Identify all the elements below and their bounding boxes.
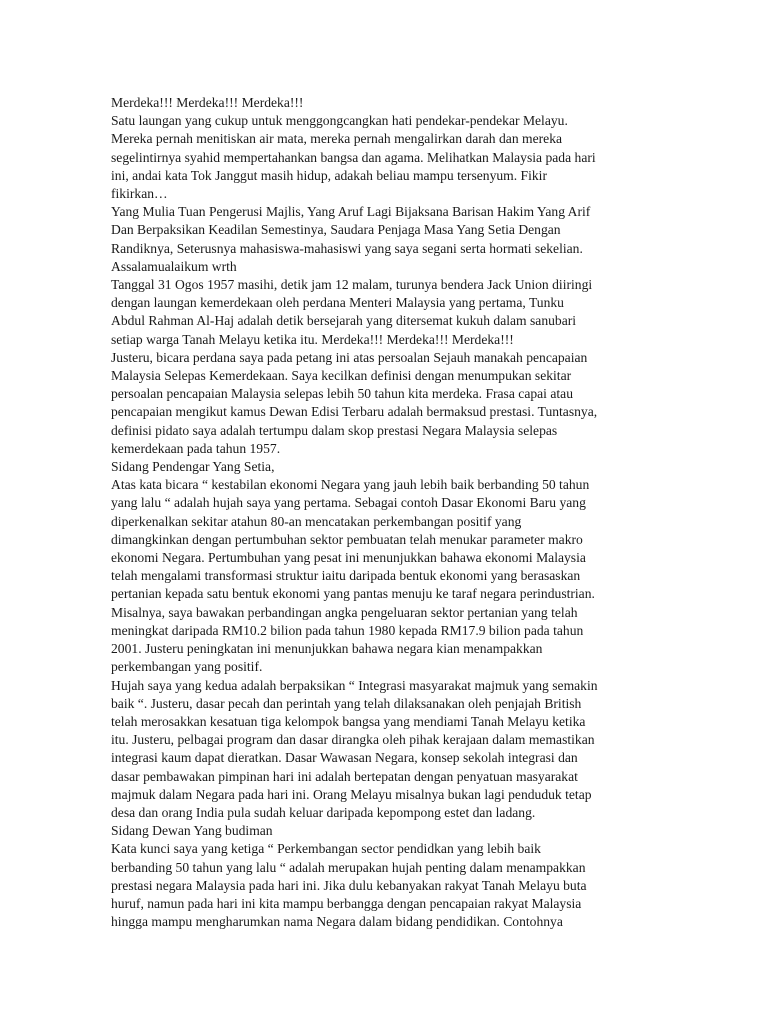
text-line: Assalamualaikum wrth — [111, 258, 237, 274]
text-line: persoalan pencapaian Malaysia selepas lebih 50 tahun kita merdeka. Frasa capai atau — [111, 386, 573, 402]
text-line: Malaysia Selepas Kemerdekaan. Saya kecilkan definisi dengan menumpukan sekitar — [111, 368, 572, 384]
text-line: segelintirnya syahid mempertahankan bangsa dan agama. Melihatkan Malaysia pada hari — [111, 149, 596, 165]
text-line: dengan laungan kemerdekaan oleh perdana Menteri Malaysia yang pertama, Tunku — [111, 295, 564, 311]
text-line: dimangkinkan dengan pertumbuhan sektor pembuatan telah menukar parameter makro — [111, 531, 583, 547]
text-line: integrasi kaum dapat dieratkan. Dasar Wawasan Negara, konsep sekolah integrasi dan — [111, 750, 578, 766]
text-line: diperkenalkan sekitar atahun 80-an mencatakan perkembangan positif yang — [111, 513, 522, 529]
text-line: itu. Justeru, pelbagai program dan dasar dirangka oleh pihak kerajaan dalam memastikan — [111, 732, 595, 748]
text-line: hingga mampu mengharumkan nama Negara dalam bidang pendidikan. Contohnya — [111, 914, 563, 930]
text-line: Tanggal 31 Ogos 1957 masihi, detik jam 12 malam, turunya bendera Jack Union diiringi — [111, 277, 593, 293]
text-line: Mereka pernah menitiskan air mata, mereka pernah mengalirkan darah dan mereka — [111, 131, 563, 147]
text-line: perkembangan yang positif. — [111, 659, 263, 675]
text-line: berbanding 50 tahun yang lalu “ adalah merupakan hujah penting dalam menampakkan — [111, 859, 586, 875]
text-line: definisi pidato saya adalah tertumpu dalam skop prestasi Negara Malaysia selepas — [111, 422, 558, 438]
text-line: Sidang Pendengar Yang Setia, — [111, 459, 275, 475]
text-line: Satu laungan yang cukup untuk menggongcangkan hati pendekar-pendekar Melayu. — [111, 113, 568, 129]
text-line: telah merosakkan kesatuan tiga kelompok bangsa yang mendiami Tanah Melayu ketika — [111, 713, 586, 729]
text-line: huruf, namun pada hari ini kita mampu berbangga dengan pencapaian rakyat Malaysia — [111, 895, 582, 911]
text-line: Yang Mulia Tuan Pengerusi Majlis, Yang Aruf Lagi Bijaksana Barisan Hakim Yang Arif — [111, 204, 591, 220]
text-line: Sidang Dewan Yang budiman — [111, 823, 273, 839]
text-line: Randiknya, Seterusnya mahasiswa-mahasiswi yang saya segani serta hormati sekelian. — [111, 240, 583, 256]
document-body — [111, 94, 731, 931]
text-line: meningkat daripada RM10.2 bilion pada tahun 1980 kepada RM17.9 bilion pada tahun — [111, 622, 584, 638]
text-line: ini, andai kata Tok Janggut masih hidup, adakah beliau mampu tersenyum. Fikir — [111, 167, 547, 183]
text-line: Justeru, bicara perdana saya pada petang ini atas persoalan Sejauh manakah pencapaian — [111, 349, 588, 365]
text-line: telah mengalami transformasi struktur iaitu daripada bentuk ekonomi yang berasaskan — [111, 568, 581, 584]
text-line: Merdeka!!! Merdeka!!! Merdeka!!! — [111, 95, 304, 110]
text-line: dasar pembawakan pimpinan hari ini adalah bertepatan dengan penyatuan masyarakat — [111, 768, 578, 784]
text-line: setiap warga Tanah Melayu ketika itu. Merdeka!!! Merdeka!!! Merdeka!!! — [111, 331, 514, 347]
text-line: ekonomi Negara. Pertumbuhan yang pesat ini menunjukkan bahawa ekonomi Malaysia — [111, 550, 586, 566]
text-line: Dan Berpaksikan Keadilan Semestinya, Saudara Penjaga Masa Yang Setia Dengan — [111, 222, 561, 238]
text-line: Abdul Rahman Al-Haj adalah detik bersejarah yang ditersemat kukuh dalam sanubari — [111, 313, 577, 329]
text-line: majmuk dalam Negara pada hari ini. Orang Melayu misalnya bukan lagi penduduk tetap — [111, 786, 592, 802]
text-line: fikirkan… — [111, 186, 168, 202]
text-line: Misalnya, saya bawakan perbandingan angka pengeluaran sektor pertanian yang telah — [111, 604, 578, 620]
text-line: prestasi negara Malaysia pada hari ini. Jika dulu kebanyakan rakyat Tanah Melayu buta — [111, 877, 587, 893]
text-line: pertanian kepada satu bentuk ekonomi yang pantas menuju ke taraf negara perindustrian. — [111, 586, 595, 602]
text-line: yang lalu “ adalah hujah saya yang pertama. Sebagai contoh Dasar Ekonomi Baru yang — [111, 495, 586, 511]
text-line: Atas kata bicara “ kestabilan ekonomi Negara yang jauh lebih baik berbanding 50 tahun — [111, 477, 590, 493]
text-line: pencapaian mengikut kamus Dewan Edisi Terbaru adalah bermaksud prestasi. Tuntasnya, — [111, 404, 598, 420]
text-line: desa dan orang India pula sudah keluar daripada kepompong estet dan ladang. — [111, 804, 536, 820]
text-line: 2001. Justeru peningkatan ini menunjukkan bahawa negara kian menampakkan — [111, 641, 543, 657]
text-line: baik “. Justeru, dasar pecah dan perintah yang telah dilaksanakan oleh penjajah British — [111, 695, 582, 711]
text-line: Hujah saya yang kedua adalah berpaksikan “ Integrasi masyarakat majmuk yang semakin — [111, 677, 598, 693]
text-line: Kata kunci saya yang ketiga “ Perkembangan sector pendidkan yang lebih baik — [111, 841, 541, 857]
text-line: kemerdekaan pada tahun 1957. — [111, 440, 281, 456]
